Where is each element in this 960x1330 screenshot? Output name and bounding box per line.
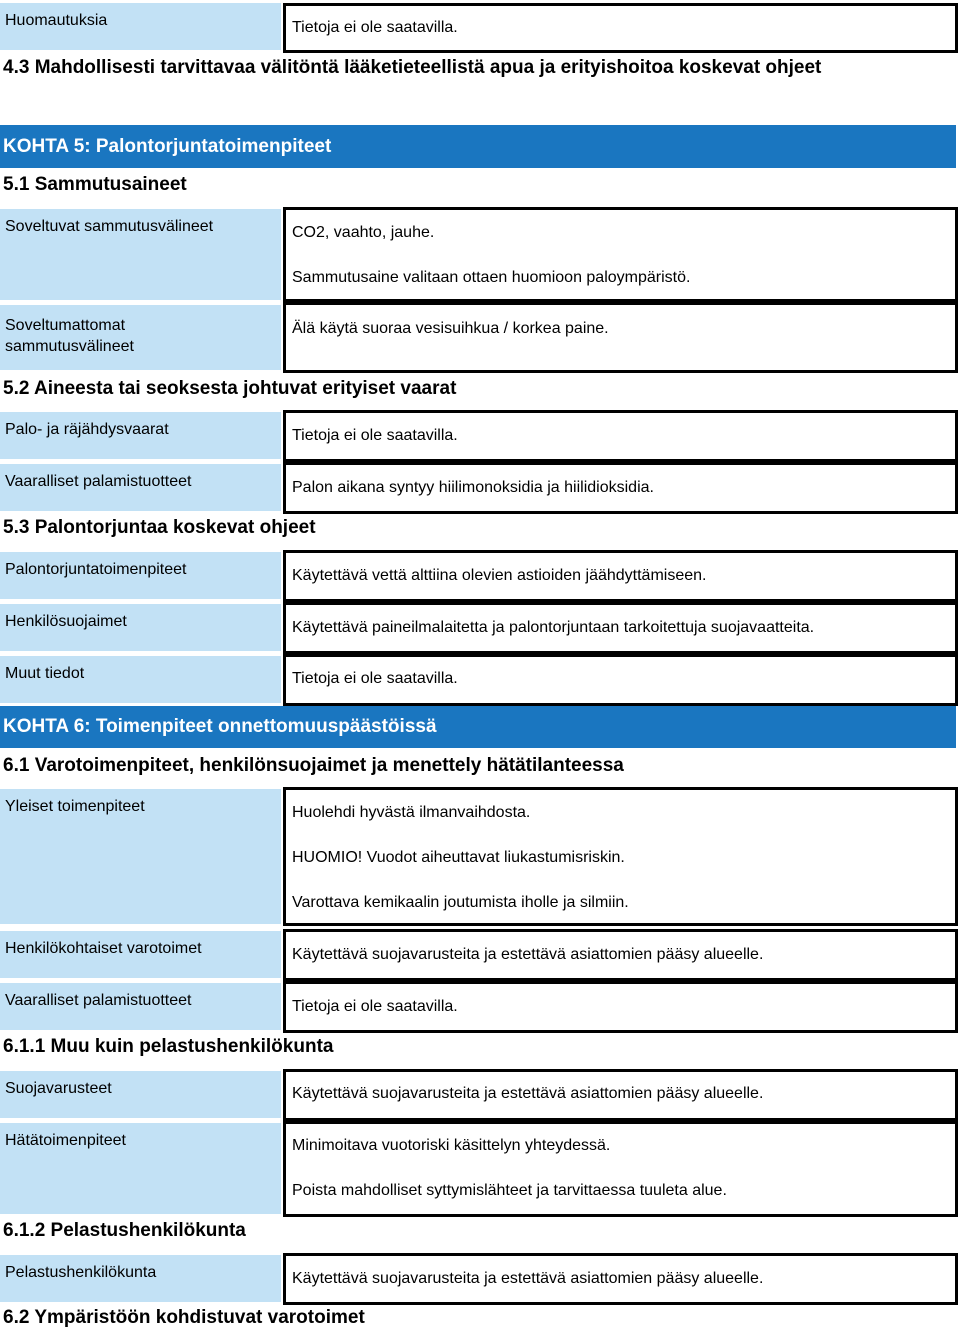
personal-label: Henkilökohtaiset varotoimet <box>0 931 281 978</box>
heading-6-1: 6.1 Varotoimenpiteet, henkilönsuojaimet ja menettely hätätilanteessa <box>3 755 624 776</box>
fire-label: Palo- ja räjähdysvaarat <box>0 412 281 459</box>
heading-6-2: 6.2 Ympäristöön kohdistuvat varotoimet <box>3 1307 365 1328</box>
measures-label: Palontorjuntatoimenpiteet <box>0 552 281 599</box>
combustion-6-value: Tietoja ei ole saatavilla. <box>292 998 458 1015</box>
remarks-label: Huomautuksia <box>0 3 281 50</box>
measures-value: Käytettävä vettä alttiina olevien astioiden jäähdyttämiseen. <box>292 567 707 584</box>
general-label: Yleiset toimenpiteet <box>0 789 281 924</box>
section-5-title: KOHTA 5: Palontorjuntatoimenpiteet <box>0 125 956 168</box>
section-6-title: KOHTA 6: Toimenpiteet onnettomuuspäästöissä <box>0 706 956 748</box>
suitable-line: CO2, vaahto, jauhe. <box>292 224 435 241</box>
suitable-label: Soveltuvat sammutusvälineet <box>0 209 281 300</box>
combustion-label: Vaaralliset palamistuotteet <box>0 464 281 511</box>
combustion-6-label: Vaaralliset palamistuotteet <box>0 983 281 1030</box>
emergency-label: Hätätoimenpiteet <box>0 1123 281 1214</box>
unsuitable-label-line: sammutusvälineet <box>5 338 134 355</box>
personal-value: Käytettävä suojavarusteita ja estettävä asiattomien pääsy alueelle. <box>292 946 764 963</box>
ppe-label: Henkilösuojaimet <box>0 604 281 651</box>
suitable-line: Sammutusaine valitaan ottaen huomioon paloympäristö. <box>292 269 691 286</box>
heading-5-1: 5.1 Sammutusaineet <box>3 174 187 195</box>
suitable-value-box <box>283 207 958 302</box>
protective-value: Käytettävä suojavarusteita ja estettävä asiattomien pääsy alueelle. <box>292 1085 764 1102</box>
heading-5-2: 5.2 Aineesta tai seoksesta johtuvat erityiset vaarat <box>3 378 457 399</box>
unsuitable-label <box>0 305 281 370</box>
protective-label: Suojavarusteet <box>0 1071 281 1118</box>
general-line: Varottava kemikaalin joutumista iholle ja silmiin. <box>292 894 629 911</box>
heading-4-3: 4.3 Mahdollisesti tarvittavaa välitöntä lääketieteellistä apua ja erityishoitoa koskevat ohjeet <box>3 57 822 78</box>
emergency-line: Poista mahdolliset syttymislähteet ja tarvittaessa tuuleta alue. <box>292 1182 727 1199</box>
fire-value: Tietoja ei ole saatavilla. <box>292 427 458 444</box>
rescue-label: Pelastushenkilökunta <box>0 1255 281 1302</box>
emergency-value-box <box>283 1121 958 1217</box>
heading-5-3: 5.3 Palontorjuntaa koskevat ohjeet <box>3 517 316 538</box>
unsuitable-label-line: Soveltumattomat <box>5 317 126 334</box>
ppe-value: Käytettävä paineilmalaitetta ja palontorjuntaan tarkoitettuja suojavaatteita. <box>292 619 815 636</box>
other-value: Tietoja ei ole saatavilla. <box>292 670 458 687</box>
other-label: Muut tiedot <box>0 656 281 703</box>
general-line: HUOMIO! Vuodot aiheuttavat liukastumisriskin. <box>292 849 625 866</box>
combustion-value: Palon aikana syntyy hiilimonoksidia ja hiilidioksidia. <box>292 479 654 496</box>
remarks-value: Tietoja ei ole saatavilla. <box>292 19 458 36</box>
heading-6-1-1: 6.1.1 Muu kuin pelastushenkilökunta <box>3 1036 334 1057</box>
general-line: Huolehdi hyvästä ilmanvaihdosta. <box>292 804 531 821</box>
emergency-line: Minimoitava vuotoriski käsittelyn yhteydessä. <box>292 1137 611 1154</box>
unsuitable-value: Älä käytä suoraa vesisuihkua / korkea paine. <box>292 320 609 337</box>
heading-6-1-2: 6.1.2 Pelastushenkilökunta <box>3 1220 246 1241</box>
rescue-value: Käytettävä suojavarusteita ja estettävä asiattomien pääsy alueelle. <box>292 1270 764 1287</box>
